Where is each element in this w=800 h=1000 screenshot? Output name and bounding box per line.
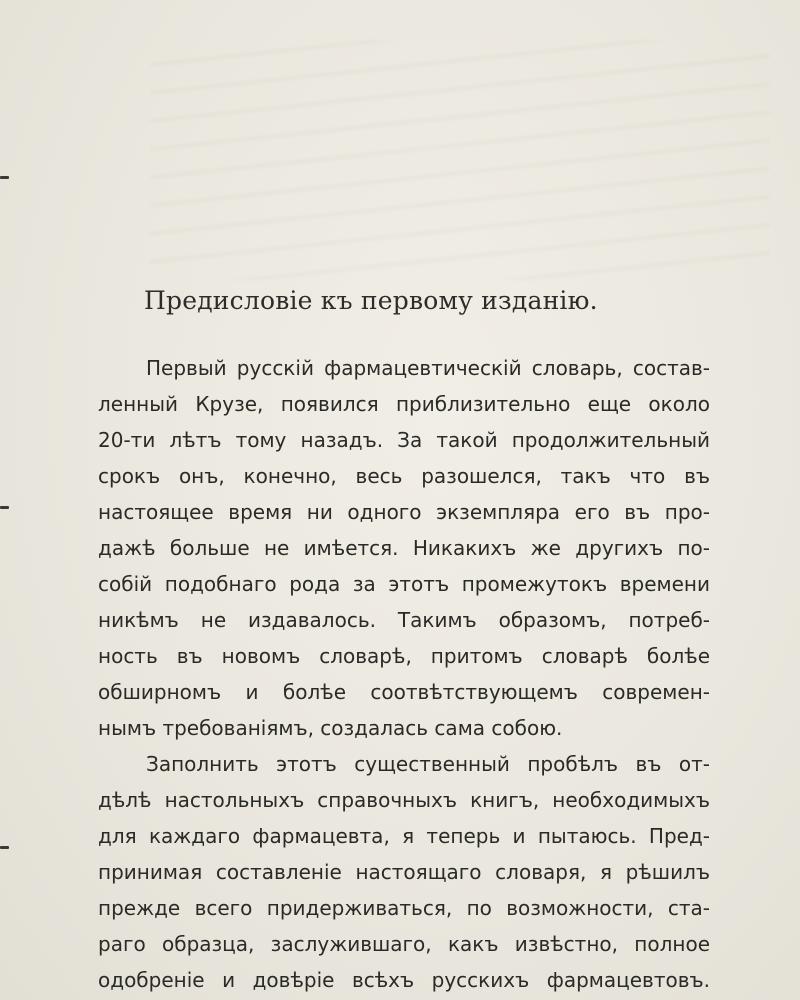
text-line: ность въ новомъ словарѣ, притомъ словарѣ болѣе [98, 644, 710, 668]
text-line: раго образца, заслужившаго, какъ извѣстно, полное [98, 932, 710, 956]
text-line: принимая составленіе настоящаго словаря, я рѣшилъ [98, 860, 710, 884]
text-line: прежде всего придерживаться, по возможности, ста- [98, 896, 710, 920]
text-line: никѣмъ не издавалось. Такимъ образомъ, потреб- [98, 608, 710, 632]
page-edge-mark [0, 506, 9, 509]
text-line: нымъ требованіямъ, создалась сама собою. [98, 716, 563, 740]
bleed-through-text [150, 40, 770, 280]
text-line: настоящее время ни одного экземпляра его въ про- [98, 500, 710, 524]
text-line: одобреніе и довѣріе всѣхъ русскихъ фармацевтовъ. [98, 968, 710, 992]
text-line: собій подобнаго рода за этотъ промежутокъ времени [98, 572, 710, 596]
text-line: дажѣ больше не имѣется. Никакихъ же другихъ по- [98, 536, 710, 560]
text-line: обширномъ и болѣе соотвѣтствующемъ современ- [98, 680, 710, 704]
text-line: для каждаго фармацевта, я теперь и пытаюсь. Пред- [98, 824, 710, 848]
text-line: дѣлѣ настольныхъ справочныхъ книгъ, необходимыхъ [98, 788, 710, 812]
page-heading: Предисловіе къ первому изданію. [144, 286, 598, 315]
text-line: Заполнить этотъ существенный пробѣлъ въ от- [146, 752, 710, 776]
page-edge-mark [0, 176, 9, 179]
text-line: 20-ти лѣтъ тому назадъ. За такой продолжительный [98, 428, 710, 452]
text-line: срокъ онъ, конечно, весь разошелся, такъ что въ [98, 464, 710, 488]
page-edge-mark [0, 846, 9, 849]
body-text [98, 350, 710, 998]
text-line: ленный Крузе, появился приблизительно еще около [98, 392, 710, 416]
text-line: Первый русскій фармацевтическій словарь, состав- [146, 356, 710, 380]
